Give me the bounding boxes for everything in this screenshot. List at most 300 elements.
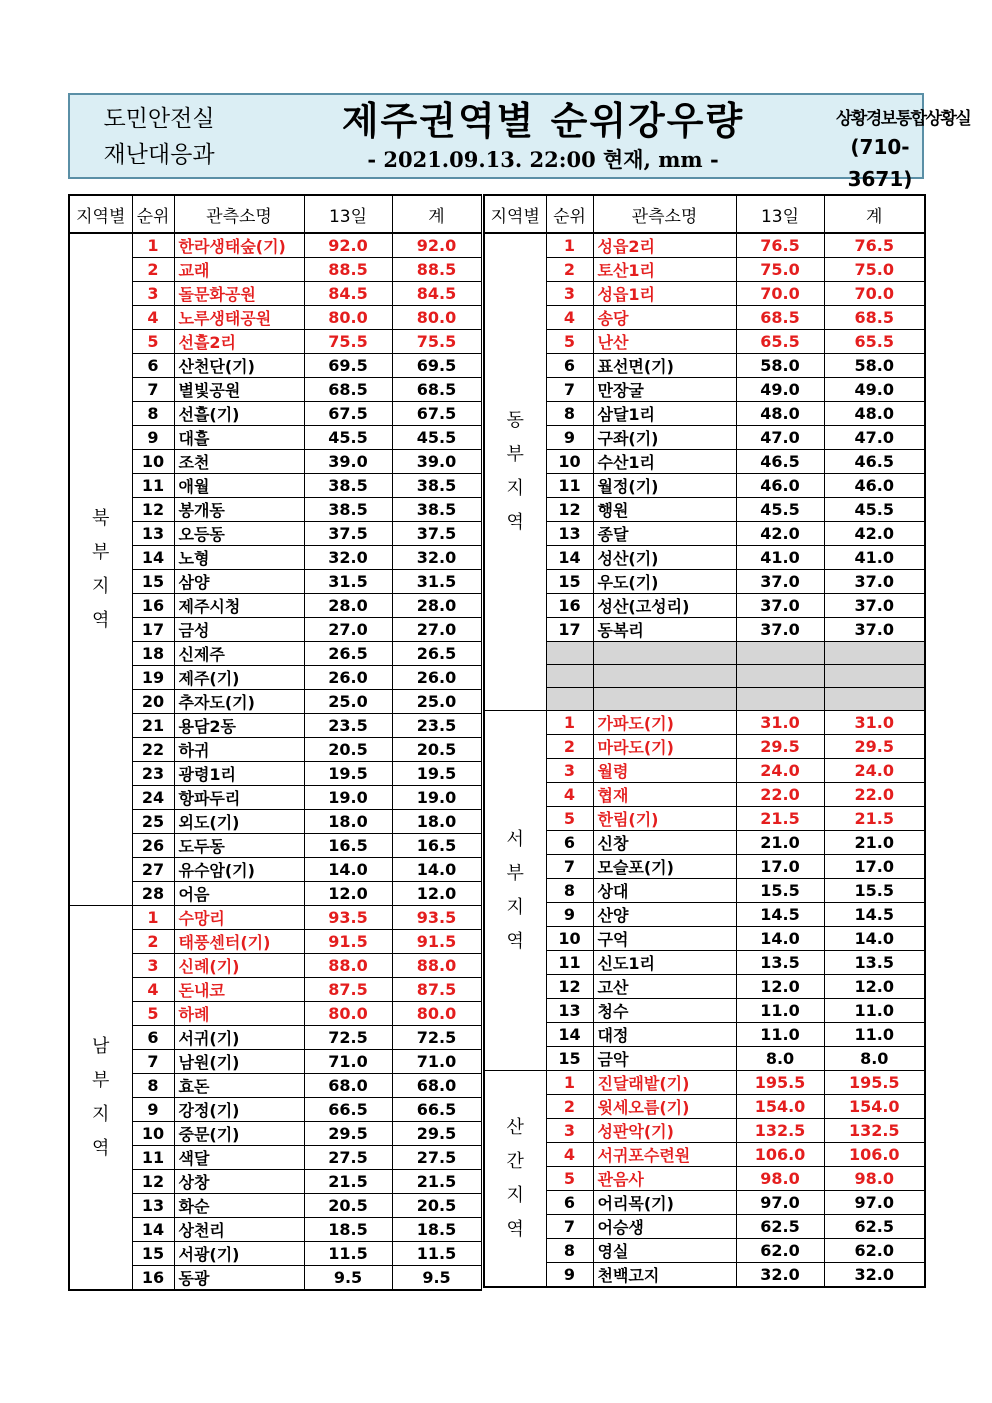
total-rainfall-cell: 91.5: [392, 930, 481, 954]
day-rainfall-cell: 29.5: [304, 1122, 392, 1146]
rank-cell: 13: [546, 522, 593, 546]
station-name-cell: 효돈: [174, 1074, 304, 1098]
day-rainfall-cell: 17.0: [736, 855, 824, 879]
day-rainfall-cell: 27.5: [304, 1146, 392, 1170]
rank-cell: 2: [132, 930, 174, 954]
station-name-cell: 교래: [174, 258, 304, 282]
station-name-cell: 마라도(기): [593, 735, 736, 759]
rank-cell: 24: [132, 786, 174, 810]
total-rainfall-cell: 8.0: [824, 1047, 925, 1071]
rank-cell: 15: [546, 1047, 593, 1071]
day-rainfall-cell: 88.0: [304, 954, 392, 978]
total-rainfall-cell: 42.0: [824, 522, 925, 546]
table-row: [484, 1119, 925, 1143]
rank-cell: 10: [132, 1122, 174, 1146]
day-rainfall-cell: 21.0: [736, 831, 824, 855]
day-rainfall-cell: 72.5: [304, 1026, 392, 1050]
empty-cell: [593, 688, 736, 711]
rank-cell: 5: [546, 330, 593, 354]
station-name-cell: 성읍1리: [593, 282, 736, 306]
total-rainfall-cell: 68.5: [824, 306, 925, 330]
table-row: [484, 735, 925, 759]
day-rainfall-cell: 91.5: [304, 930, 392, 954]
total-rainfall-cell: 31.0: [824, 711, 925, 735]
station-name-cell: 신도1리: [593, 951, 736, 975]
day-rainfall-cell: 28.0: [304, 594, 392, 618]
day-rainfall-cell: 68.5: [304, 378, 392, 402]
station-name-cell: 하귀: [174, 738, 304, 762]
table-row: [484, 618, 925, 642]
station-name-cell: 월정(기): [593, 474, 736, 498]
day-rainfall-cell: 12.0: [736, 975, 824, 999]
station-name-cell: 광령1리: [174, 762, 304, 786]
rank-cell: 5: [132, 1002, 174, 1026]
total-rainfall-cell: 19.5: [392, 762, 481, 786]
total-rainfall-cell: 37.0: [824, 618, 925, 642]
rank-cell: 6: [132, 1026, 174, 1050]
table-row: [484, 330, 925, 354]
day-rainfall-cell: 46.5: [736, 450, 824, 474]
empty-cell: [736, 688, 824, 711]
empty-cell: [546, 688, 593, 711]
rank-cell: 15: [132, 1242, 174, 1266]
table-row: [484, 903, 925, 927]
total-rainfall-cell: 13.5: [824, 951, 925, 975]
table-row: [484, 1239, 925, 1263]
total-rainfall-cell: 58.0: [824, 354, 925, 378]
rank-cell: 8: [132, 402, 174, 426]
day-rainfall-cell: 11.5: [304, 1242, 392, 1266]
day-rainfall-cell: 49.0: [736, 378, 824, 402]
rank-cell: 11: [546, 951, 593, 975]
total-rainfall-cell: 80.0: [392, 1002, 481, 1026]
rank-cell: 6: [546, 831, 593, 855]
station-name-cell: 종달: [593, 522, 736, 546]
station-name-cell: 태풍센터(기): [174, 930, 304, 954]
station-name-cell: 송당: [593, 306, 736, 330]
table-row: [484, 570, 925, 594]
table-row: [484, 233, 925, 258]
day-rainfall-cell: 70.0: [736, 282, 824, 306]
day-rainfall-cell: 25.0: [304, 690, 392, 714]
day-rainfall-cell: 22.0: [736, 783, 824, 807]
station-name-cell: 삼달1리: [593, 402, 736, 426]
station-name-cell: 별빛공원: [174, 378, 304, 402]
contact-block: [836, 95, 971, 191]
rank-cell: 4: [546, 1143, 593, 1167]
total-rainfall-cell: 37.0: [824, 594, 925, 618]
station-name-cell: 서광(기): [174, 1242, 304, 1266]
total-rainfall-cell: 48.0: [824, 402, 925, 426]
total-rainfall-cell: 106.0: [824, 1143, 925, 1167]
region-label: [484, 711, 546, 1071]
station-name-cell: 오등동: [174, 522, 304, 546]
table-row: [484, 1023, 925, 1047]
rank-cell: 10: [546, 450, 593, 474]
day-rainfall-cell: 132.5: [736, 1119, 824, 1143]
report-title: 제주권역별 순위강우량: [341, 99, 745, 143]
table-row: [484, 426, 925, 450]
total-rainfall-cell: 14.0: [392, 858, 481, 882]
day-rainfall-cell: 48.0: [736, 402, 824, 426]
station-name-cell: 신창: [593, 831, 736, 855]
table-row: [484, 807, 925, 831]
column-header-station: 관측소명: [174, 195, 304, 233]
day-rainfall-cell: 62.0: [736, 1239, 824, 1263]
station-name-cell: 우도(기): [593, 570, 736, 594]
station-name-cell: 성읍2리: [593, 233, 736, 258]
rank-cell: 21: [132, 714, 174, 738]
rainfall-table-left: [68, 194, 482, 1291]
rank-cell: 8: [546, 402, 593, 426]
rank-cell: 11: [132, 474, 174, 498]
station-name-cell: 상대: [593, 879, 736, 903]
rank-cell: 16: [132, 594, 174, 618]
rank-cell: 8: [546, 879, 593, 903]
rank-cell: 4: [546, 783, 593, 807]
region-label: [69, 233, 132, 906]
day-rainfall-cell: 45.5: [736, 498, 824, 522]
day-rainfall-cell: 58.0: [736, 354, 824, 378]
station-name-cell: 성산(기): [593, 546, 736, 570]
total-rainfall-cell: 24.0: [824, 759, 925, 783]
day-rainfall-cell: 27.0: [304, 618, 392, 642]
day-rainfall-cell: 84.5: [304, 282, 392, 306]
table-row: [484, 450, 925, 474]
total-rainfall-cell: 21.5: [392, 1170, 481, 1194]
day-rainfall-cell: 19.5: [304, 762, 392, 786]
table-row: [484, 1071, 925, 1095]
region-name: 동부지역: [506, 410, 524, 533]
station-name-cell: 유수암(기): [174, 858, 304, 882]
total-rainfall-cell: 92.0: [392, 233, 481, 258]
station-name-cell: 남원(기): [174, 1050, 304, 1074]
rank-cell: 7: [546, 855, 593, 879]
rank-cell: 5: [132, 330, 174, 354]
department-line2: 재난대응과: [103, 142, 215, 168]
station-name-cell: 성산(고성리): [593, 594, 736, 618]
region-label: [484, 233, 546, 711]
empty-cell: [824, 642, 925, 665]
empty-cell: [824, 665, 925, 688]
day-rainfall-cell: 37.0: [736, 570, 824, 594]
region-name: 서부지역: [506, 828, 524, 952]
station-name-cell: 행원: [593, 498, 736, 522]
total-rainfall-cell: 46.0: [824, 474, 925, 498]
day-rainfall-cell: 11.0: [736, 999, 824, 1023]
day-rainfall-cell: 42.0: [736, 522, 824, 546]
station-name-cell: 모슬포(기): [593, 855, 736, 879]
station-name-cell: 돌문화공원: [174, 282, 304, 306]
total-rainfall-cell: 88.0: [392, 954, 481, 978]
rank-cell: 1: [132, 906, 174, 930]
column-header-rank: 순위: [132, 195, 174, 233]
day-rainfall-cell: 88.5: [304, 258, 392, 282]
station-name-cell: 중문(기): [174, 1122, 304, 1146]
day-rainfall-cell: 20.5: [304, 738, 392, 762]
day-rainfall-cell: 69.5: [304, 354, 392, 378]
day-rainfall-cell: 80.0: [304, 306, 392, 330]
station-name-cell: 삼양: [174, 570, 304, 594]
day-rainfall-cell: 24.0: [736, 759, 824, 783]
day-rainfall-cell: 76.5: [736, 233, 824, 258]
column-header-total: 계: [824, 195, 925, 233]
total-rainfall-cell: 88.5: [392, 258, 481, 282]
table-row: [484, 354, 925, 378]
rank-cell: 13: [546, 999, 593, 1023]
station-name-cell: 어승생: [593, 1215, 736, 1239]
rank-cell: 1: [546, 233, 593, 258]
day-rainfall-cell: 154.0: [736, 1095, 824, 1119]
table-row: [484, 1047, 925, 1071]
total-rainfall-cell: 29.5: [392, 1122, 481, 1146]
table-row: [69, 906, 481, 930]
total-rainfall-cell: 72.5: [392, 1026, 481, 1050]
total-rainfall-cell: 32.0: [824, 1263, 925, 1288]
total-rainfall-cell: 45.5: [392, 426, 481, 450]
rank-cell: 22: [132, 738, 174, 762]
day-rainfall-cell: 37.0: [736, 594, 824, 618]
day-rainfall-cell: 21.5: [736, 807, 824, 831]
rank-cell: 9: [546, 1263, 593, 1288]
empty-cell: [824, 688, 925, 711]
table-row: [484, 498, 925, 522]
day-rainfall-cell: 23.5: [304, 714, 392, 738]
column-header-region: 지역별: [69, 195, 132, 233]
station-name-cell: 천백고지: [593, 1263, 736, 1288]
total-rainfall-cell: 37.5: [392, 522, 481, 546]
station-name-cell: 금성: [174, 618, 304, 642]
table-row: [484, 1191, 925, 1215]
total-rainfall-cell: 65.5: [824, 330, 925, 354]
column-header-region: 지역별: [484, 195, 546, 233]
day-rainfall-cell: 38.5: [304, 474, 392, 498]
total-rainfall-cell: 67.5: [392, 402, 481, 426]
station-name-cell: 어음: [174, 882, 304, 906]
day-rainfall-cell: 71.0: [304, 1050, 392, 1074]
day-rainfall-cell: 106.0: [736, 1143, 824, 1167]
day-rainfall-cell: 68.5: [736, 306, 824, 330]
department-line1: 도민안전실: [103, 106, 215, 132]
empty-cell: [593, 642, 736, 665]
total-rainfall-cell: 38.5: [392, 498, 481, 522]
day-rainfall-cell: 62.5: [736, 1215, 824, 1239]
station-name-cell: 추자도(기): [174, 690, 304, 714]
total-rainfall-cell: 20.5: [392, 738, 481, 762]
station-name-cell: 서귀포수련원: [593, 1143, 736, 1167]
empty-row: [484, 642, 925, 665]
station-name-cell: 제주시청: [174, 594, 304, 618]
station-name-cell: 선흘2리: [174, 330, 304, 354]
total-rainfall-cell: 12.0: [824, 975, 925, 999]
station-name-cell: 화순: [174, 1194, 304, 1218]
table-row: [484, 999, 925, 1023]
rank-cell: 4: [132, 978, 174, 1002]
table-row: [484, 855, 925, 879]
day-rainfall-cell: 68.0: [304, 1074, 392, 1098]
station-name-cell: 산천단(기): [174, 354, 304, 378]
table-row: [484, 783, 925, 807]
station-name-cell: 동복리: [593, 618, 736, 642]
station-name-cell: 강정(기): [174, 1098, 304, 1122]
rank-cell: 16: [546, 594, 593, 618]
rank-cell: 3: [132, 282, 174, 306]
table-row: [484, 759, 925, 783]
station-name-cell: 성판악(기): [593, 1119, 736, 1143]
total-rainfall-cell: 20.5: [392, 1194, 481, 1218]
station-name-cell: 상천리: [174, 1218, 304, 1242]
total-rainfall-cell: 27.0: [392, 618, 481, 642]
day-rainfall-cell: 32.0: [304, 546, 392, 570]
total-rainfall-cell: 14.5: [824, 903, 925, 927]
station-name-cell: 한라생태숲(기): [174, 233, 304, 258]
station-name-cell: 신례(기): [174, 954, 304, 978]
total-rainfall-cell: 69.5: [392, 354, 481, 378]
rank-cell: 11: [132, 1146, 174, 1170]
total-rainfall-cell: 28.0: [392, 594, 481, 618]
station-name-cell: 돈내코: [174, 978, 304, 1002]
rank-cell: 7: [546, 378, 593, 402]
station-name-cell: 토산1리: [593, 258, 736, 282]
station-name-cell: 도두동: [174, 834, 304, 858]
rank-cell: 14: [546, 1023, 593, 1047]
situation-room-name: 상황경보통합상황실: [836, 109, 971, 129]
total-rainfall-cell: 16.5: [392, 834, 481, 858]
rank-cell: 13: [132, 1194, 174, 1218]
rainfall-table-right: [483, 194, 926, 1288]
station-name-cell: 색달: [174, 1146, 304, 1170]
station-name-cell: 용담2동: [174, 714, 304, 738]
total-rainfall-cell: 62.0: [824, 1239, 925, 1263]
table-row: [484, 1215, 925, 1239]
rank-cell: 6: [546, 354, 593, 378]
table-row: [484, 879, 925, 903]
rank-cell: 7: [132, 1050, 174, 1074]
table-row: [484, 951, 925, 975]
day-rainfall-cell: 41.0: [736, 546, 824, 570]
day-rainfall-cell: 9.5: [304, 1266, 392, 1291]
station-name-cell: 구좌(기): [593, 426, 736, 450]
station-name-cell: 표선면(기): [593, 354, 736, 378]
empty-row: [484, 665, 925, 688]
total-rainfall-cell: 11.5: [392, 1242, 481, 1266]
station-name-cell: 제주(기): [174, 666, 304, 690]
column-header-day: 13일: [736, 195, 824, 233]
station-name-cell: 대정: [593, 1023, 736, 1047]
station-name-cell: 산양: [593, 903, 736, 927]
total-rainfall-cell: 9.5: [392, 1266, 481, 1291]
table-row: [484, 546, 925, 570]
rank-cell: 2: [546, 1095, 593, 1119]
day-rainfall-cell: 29.5: [736, 735, 824, 759]
total-rainfall-cell: 47.0: [824, 426, 925, 450]
total-rainfall-cell: 49.0: [824, 378, 925, 402]
day-rainfall-cell: 47.0: [736, 426, 824, 450]
rank-cell: 1: [132, 233, 174, 258]
total-rainfall-cell: 15.5: [824, 879, 925, 903]
day-rainfall-cell: 15.5: [736, 879, 824, 903]
total-rainfall-cell: 46.5: [824, 450, 925, 474]
total-rainfall-cell: 132.5: [824, 1119, 925, 1143]
table-row: [484, 306, 925, 330]
rank-cell: 10: [132, 450, 174, 474]
empty-cell: [546, 665, 593, 688]
table-row: [484, 1095, 925, 1119]
rank-cell: 3: [546, 1119, 593, 1143]
day-rainfall-cell: 12.0: [304, 882, 392, 906]
day-rainfall-cell: 13.5: [736, 951, 824, 975]
table-row: [484, 378, 925, 402]
empty-row: [484, 688, 925, 711]
rank-cell: 4: [546, 306, 593, 330]
station-name-cell: 하례: [174, 1002, 304, 1026]
station-name-cell: 수산1리: [593, 450, 736, 474]
table-row: [484, 1167, 925, 1191]
total-rainfall-cell: 66.5: [392, 1098, 481, 1122]
empty-cell: [736, 665, 824, 688]
rank-cell: 12: [132, 1170, 174, 1194]
table-row: [484, 711, 925, 735]
total-rainfall-cell: 19.0: [392, 786, 481, 810]
rank-cell: 11: [546, 474, 593, 498]
station-name-cell: 수망리: [174, 906, 304, 930]
rank-cell: 28: [132, 882, 174, 906]
day-rainfall-cell: 80.0: [304, 1002, 392, 1026]
rank-cell: 19: [132, 666, 174, 690]
station-name-cell: 협재: [593, 783, 736, 807]
total-rainfall-cell: 76.5: [824, 233, 925, 258]
rank-cell: 1: [546, 711, 593, 735]
day-rainfall-cell: 11.0: [736, 1023, 824, 1047]
rank-cell: 2: [546, 735, 593, 759]
rank-cell: 2: [132, 258, 174, 282]
station-name-cell: 월령: [593, 759, 736, 783]
region-name: 남부지역: [92, 1035, 110, 1159]
rank-cell: 12: [546, 498, 593, 522]
day-rainfall-cell: 20.5: [304, 1194, 392, 1218]
day-rainfall-cell: 66.5: [304, 1098, 392, 1122]
day-rainfall-cell: 16.5: [304, 834, 392, 858]
rank-cell: 3: [546, 759, 593, 783]
rank-cell: 15: [132, 570, 174, 594]
total-rainfall-cell: 41.0: [824, 546, 925, 570]
total-rainfall-cell: 97.0: [824, 1191, 925, 1215]
table-header-row: [484, 195, 925, 233]
empty-cell: [546, 642, 593, 665]
total-rainfall-cell: 68.0: [392, 1074, 481, 1098]
total-rainfall-cell: 70.0: [824, 282, 925, 306]
station-name-cell: 난산: [593, 330, 736, 354]
rank-cell: 17: [132, 618, 174, 642]
station-name-cell: 항파두리: [174, 786, 304, 810]
rank-cell: 4: [132, 306, 174, 330]
total-rainfall-cell: 37.0: [824, 570, 925, 594]
station-name-cell: 진달래밭(기): [593, 1071, 736, 1095]
station-name-cell: 노루생태공원: [174, 306, 304, 330]
table-row: [484, 975, 925, 999]
station-name-cell: 가파도(기): [593, 711, 736, 735]
day-rainfall-cell: 31.0: [736, 711, 824, 735]
total-rainfall-cell: 25.0: [392, 690, 481, 714]
day-rainfall-cell: 19.0: [304, 786, 392, 810]
rank-cell: 27: [132, 858, 174, 882]
rank-cell: 14: [546, 546, 593, 570]
station-name-cell: 외도(기): [174, 810, 304, 834]
station-name-cell: 신제주: [174, 642, 304, 666]
rank-cell: 26: [132, 834, 174, 858]
total-rainfall-cell: 39.0: [392, 450, 481, 474]
rank-cell: 9: [132, 426, 174, 450]
